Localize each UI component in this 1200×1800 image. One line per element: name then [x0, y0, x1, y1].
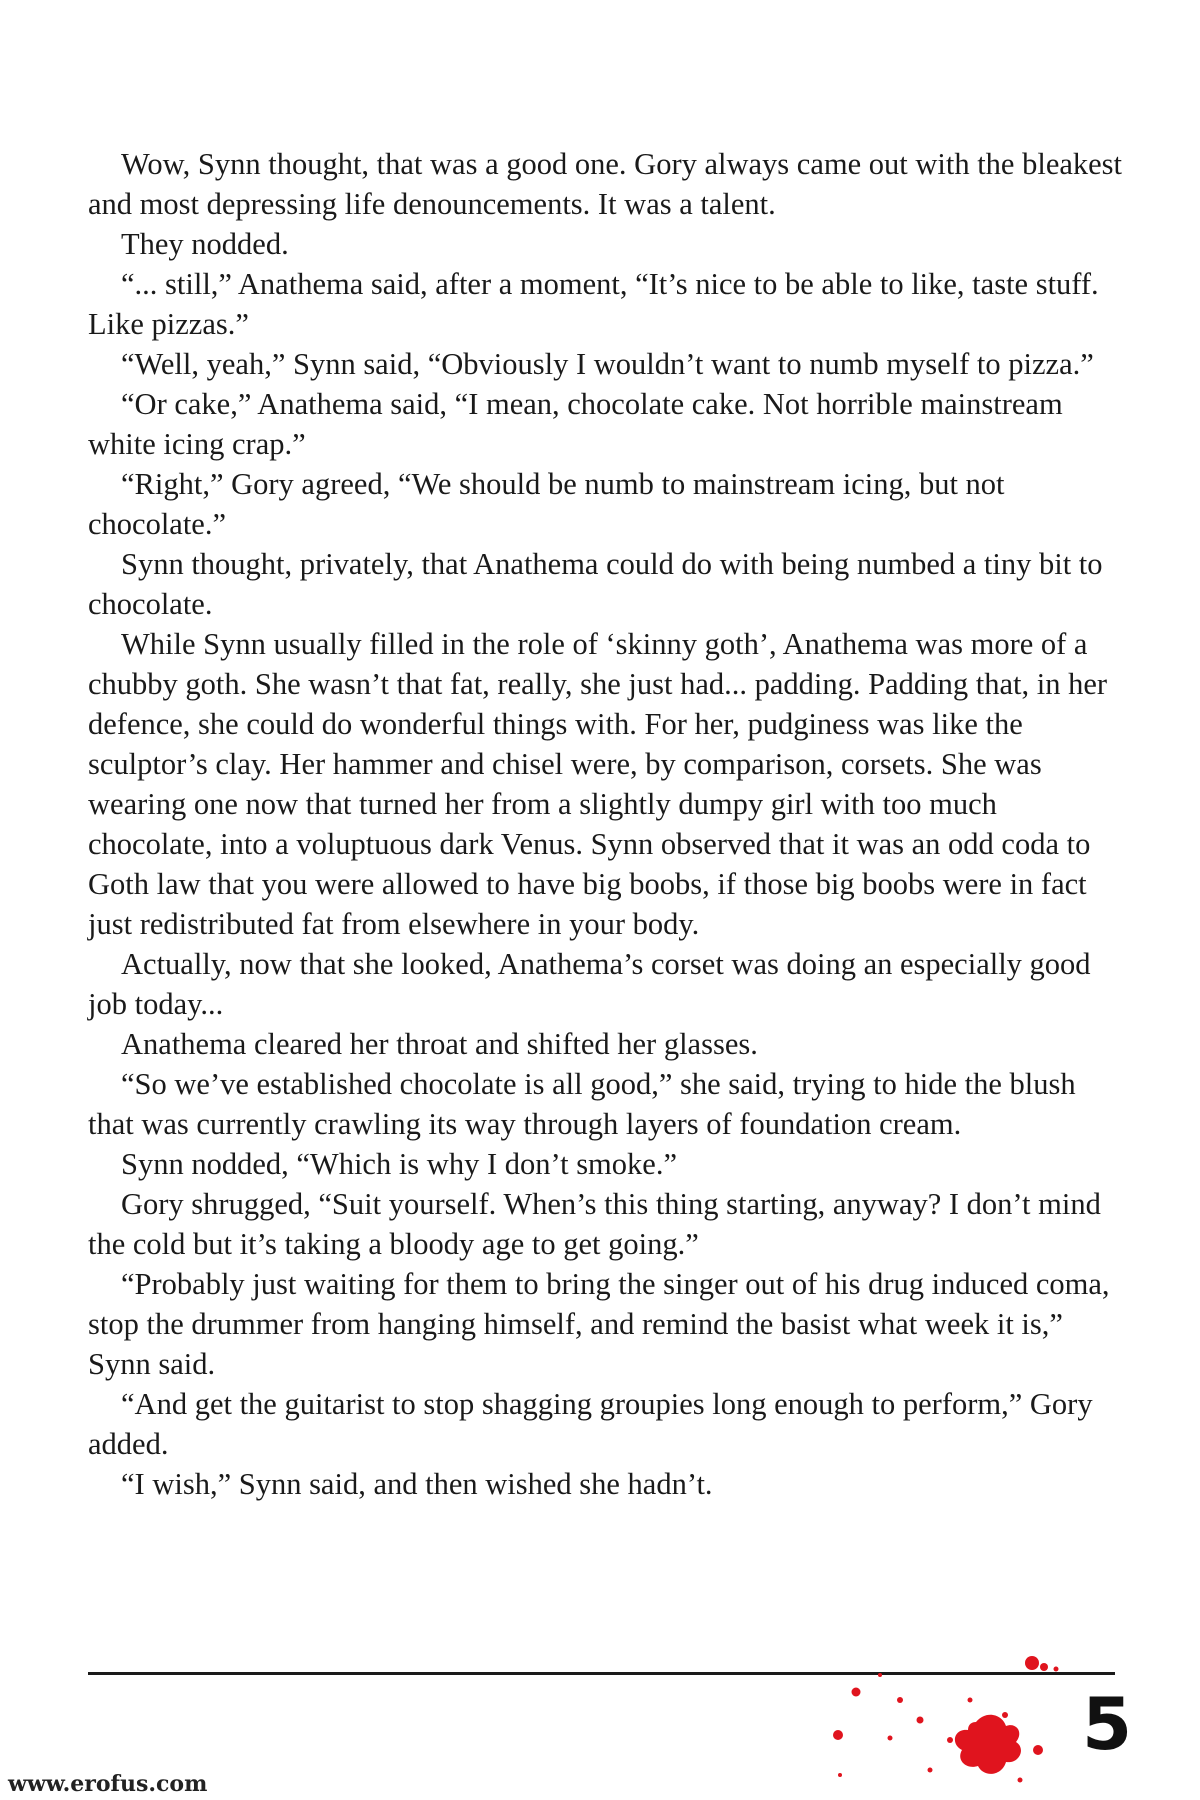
paragraph: “... still,” Anathema said, after a moment, “It’s nice to be able to like, taste stuff. Like pizzas.” [88, 267, 1099, 341]
paragraph: “Right,” Gory agreed, “We should be numb to mainstream icing, but not chocolate.” [88, 467, 1005, 541]
paragraph: “Probably just waiting for them to bring the singer out of his drug induced coma, stop the drummer from hanging himself, and remind the basist what week it is,” Synn said. [88, 1267, 1110, 1381]
paragraph: Actually, now that she looked, Anathema’s corset was doing an especially good job today... [88, 947, 1091, 1021]
paragraph: Wow, Synn thought, that was a good one. Gory always came out with the bleakest and most depressing life denouncements. It was a talent. [88, 147, 1123, 221]
blood-splatter-icon [780, 1630, 1080, 1800]
paragraph: “So we’ve established chocolate is all good,” she said, trying to hide the blush that was currently crawling its way through layers of foundation cream. [88, 1067, 1076, 1141]
page-number: 5 [1082, 1682, 1133, 1766]
body-text [88, 144, 1123, 1504]
paragraph: They nodded. [121, 227, 289, 261]
paragraph: Synn thought, privately, that Anathema could do with being numbed a tiny bit to chocolate. [88, 547, 1103, 621]
watermark: www.erofus.com [0, 1768, 215, 1800]
paragraph: “Well, yeah,” Synn said, “Obviously I wouldn’t want to numb myself to pizza.” [121, 347, 1094, 381]
paragraph: Synn nodded, “Which is why I don’t smoke.” [121, 1147, 677, 1181]
paragraph: While Synn usually filled in the role of ‘skinny goth’, Anathema was more of a chubby goth. She wasn’t that fat, really, she just had... padding. Padding that, in her defence, she could do wonderful things with. For her, pudginess was like the sculptor’s clay. Her hammer and chisel were, by comparison, corsets. She was wearing one now that turned her from a slightly dumpy girl with too much chocolate, into a voluptuous dark Venus. Synn observed that it was an odd coda to Goth law that you were allowed to have big boobs, if those big boobs were in fact just redistributed fat from elsewhere in your body. [88, 627, 1108, 941]
paragraph: Anathema cleared her throat and shifted her glasses. [121, 1027, 758, 1061]
paragraph: Gory shrugged, “Suit yourself. When’s this thing starting, anyway? I don’t mind the cold but it’s taking a bloody age to get going.” [88, 1187, 1101, 1261]
paragraph: “Or cake,” Anathema said, “I mean, chocolate cake. Not horrible mainstream white icing crap.” [88, 387, 1063, 461]
paragraph: “And get the guitarist to stop shagging groupies long enough to perform,” Gory added. [88, 1387, 1093, 1461]
paragraph: “I wish,” Synn said, and then wished she hadn’t. [121, 1467, 713, 1501]
